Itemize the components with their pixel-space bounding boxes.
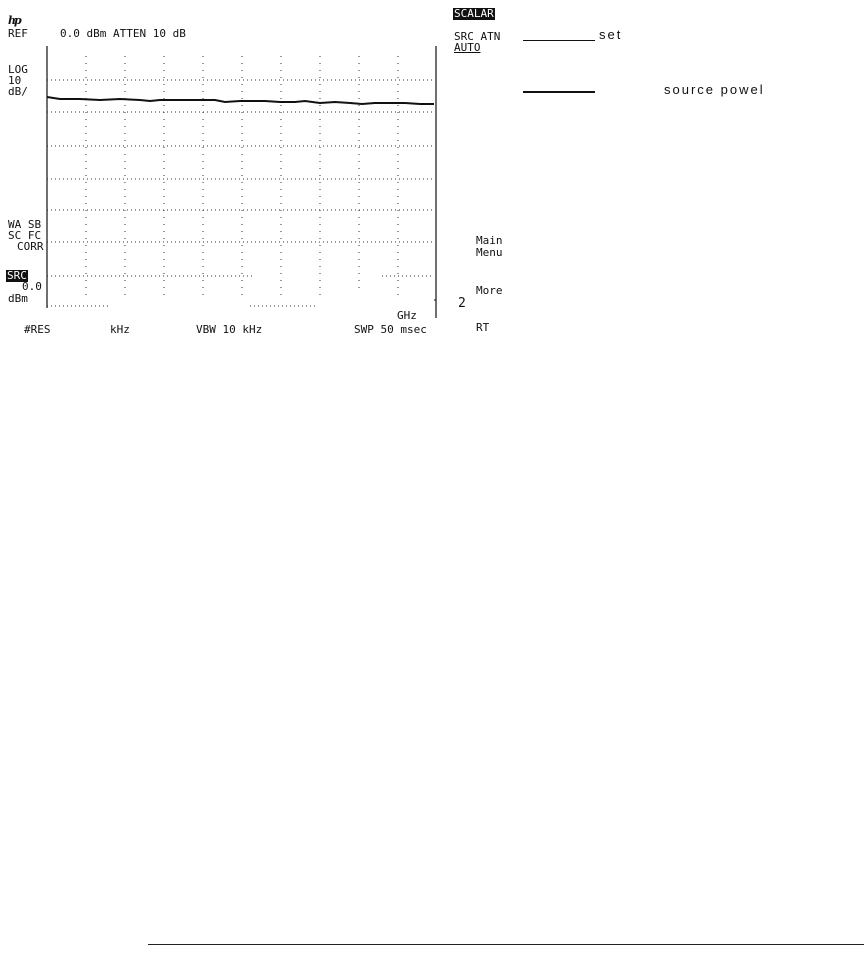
video-bandwidth-readout: VBW 10 kHz xyxy=(196,323,263,336)
scale-unit: dB/ xyxy=(8,85,28,98)
corr-annotation: CORR xyxy=(17,240,44,253)
resolution-bandwidth-unit: kHz xyxy=(110,323,130,336)
sweep-time-readout: SWP 50 msec xyxy=(354,323,427,336)
callout-leader-set xyxy=(523,40,595,41)
softkey-main-menu-line1[interactable]: Main xyxy=(476,234,503,247)
graticule-horizontal-lines xyxy=(47,80,434,306)
softkey-main-menu-line2[interactable]: Menu xyxy=(476,246,503,259)
resolution-bandwidth-label: #RES xyxy=(24,323,51,336)
page-bottom-rule xyxy=(148,944,864,945)
wa-sb-annotation: WA SB xyxy=(8,218,42,231)
callout-set: set xyxy=(599,27,623,42)
hp-logo-icon: hp xyxy=(8,14,20,27)
frequency-unit: GHz xyxy=(397,309,417,322)
softkey-rt[interactable]: RT xyxy=(476,321,490,334)
ref-level-readout: 0.0 dBm ATTEN 10 dB xyxy=(60,27,186,40)
graticule-vertical-lines xyxy=(86,56,398,300)
scale-value: 10 xyxy=(8,74,22,87)
measurement-trace xyxy=(47,97,434,104)
src-badge: SRC xyxy=(7,269,27,282)
scale-log-label: LOG xyxy=(8,63,28,76)
softkey-src-atn[interactable]: SRC ATN xyxy=(454,30,501,43)
callout-leader-source-power xyxy=(523,91,595,93)
softkey-src-atn-auto[interactable]: AUTO xyxy=(454,41,481,54)
softkey-page-number: 2 xyxy=(458,296,466,311)
sc-fc-annotation: SC FC xyxy=(8,229,42,242)
ref-label: REF xyxy=(8,27,28,40)
softkey-more[interactable]: More xyxy=(476,284,503,297)
src-power-value: 0.0 xyxy=(22,280,42,293)
menu-title-scalar: SCALAR xyxy=(454,7,494,20)
src-power-unit: dBm xyxy=(8,292,28,305)
callout-source-power: source powel xyxy=(664,82,765,97)
